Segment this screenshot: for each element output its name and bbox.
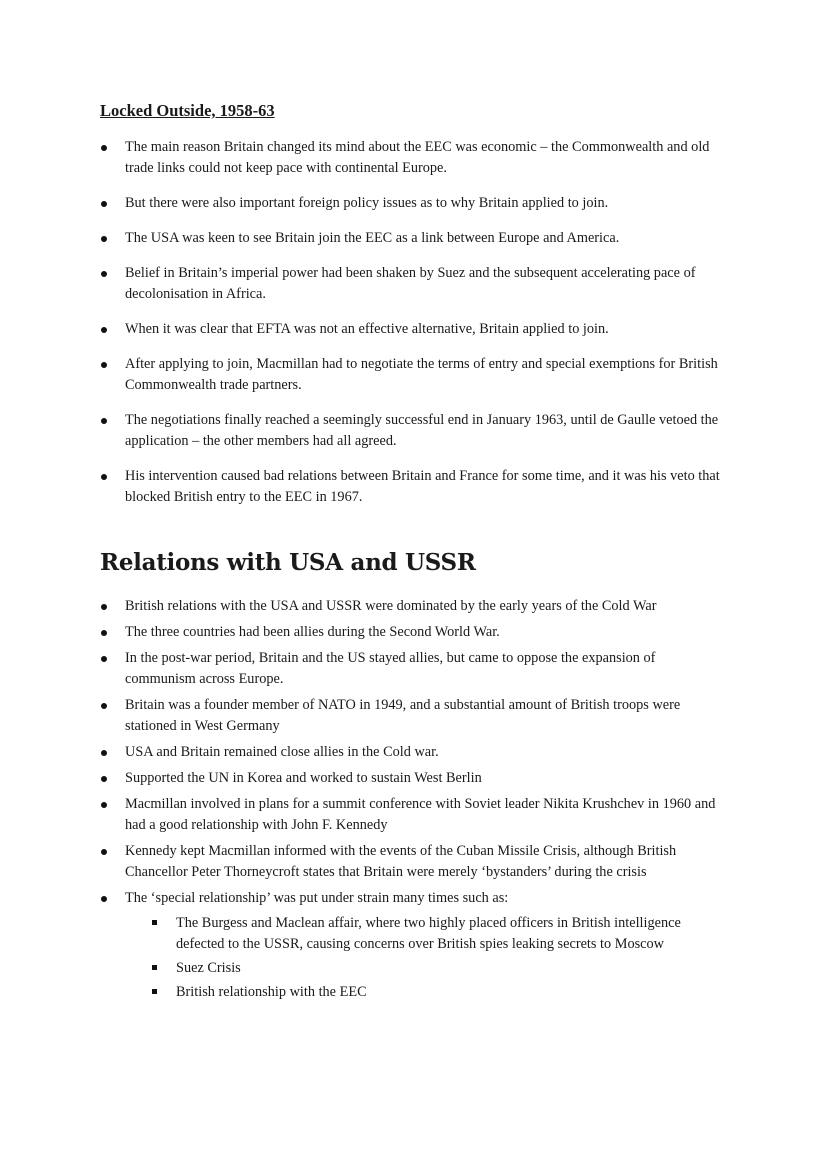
bullet-icon [101, 201, 107, 207]
list-item [151, 913, 725, 955]
list-item [100, 193, 725, 214]
bullet-icon [101, 362, 107, 368]
list-item [100, 742, 725, 763]
section-heading-locked-outside: Locked Outside, 1958-63 [100, 101, 275, 120]
bullet-icon [101, 802, 107, 808]
list-item [100, 354, 725, 396]
list-item [100, 695, 725, 737]
list-item [100, 596, 725, 617]
list-item [100, 888, 725, 1003]
list-item [100, 794, 725, 836]
list-item-text: The main reason Britain changed its mind about the EEC was economic – the Commonwealth and old trade links could not keep pace with continental Europe. [125, 139, 710, 176]
list-item [100, 768, 725, 789]
list-item [100, 466, 725, 508]
bullet-icon [101, 630, 107, 636]
list-item-text: But there were also important foreign policy issues as to why Britain applied to join. [125, 195, 609, 211]
bullet-icon [101, 896, 107, 902]
list-item-text: The ‘special relationship’ was put under strain many times such as: [125, 890, 509, 906]
list-item [100, 319, 725, 340]
list-item-text: Kennedy kept Macmillan informed with the events of the Cuban Missile Crisis, although British Chancellor Peter Thorneycroft states that Britain were merely ‘bystanders’ during the crisis [125, 843, 677, 880]
bullet-icon [101, 604, 107, 610]
list-item [100, 410, 725, 452]
list-item [100, 841, 725, 883]
bullet-icon [101, 236, 107, 242]
list-item-text: The USA was keen to see Britain join the EEC as a link between Europe and America. [125, 230, 620, 246]
list-item-text: The negotiations finally reached a seemingly successful end in January 1963, until de Gaulle vetoed the application – the other members had all agreed. [125, 412, 719, 449]
square-bullet-icon [152, 965, 157, 970]
bullet-icon [101, 271, 107, 277]
list-item-text: The three countries had been allies during the Second World War. [125, 624, 500, 640]
list-item-text: After applying to join, Macmillan had to negotiate the terms of entry and special exemptions for British Commonwealth trade partners. [125, 356, 718, 393]
bullet-icon [101, 418, 107, 424]
bullet-icon [101, 849, 107, 855]
list-item [100, 263, 725, 305]
bullet-icon [101, 703, 107, 709]
list-item [151, 982, 725, 1003]
list-item-text: Macmillan involved in plans for a summit conference with Soviet leader Nikita Krushchev in 1960 and had a good relationship with John F. Kennedy [125, 796, 716, 833]
list-item-text: In the post-war period, Britain and the US stayed allies, but came to oppose the expansion of communism across Europe. [125, 650, 656, 687]
list-item [100, 137, 725, 179]
list-item-text: British relations with the USA and USSR were dominated by the early years of the Cold War [125, 598, 657, 614]
list-item-text: When it was clear that EFTA was not an effective alternative, Britain applied to join. [125, 321, 609, 337]
bullet-icon [101, 750, 107, 756]
list-item-text: Supported the UN in Korea and worked to sustain West Berlin [125, 770, 482, 786]
section-heading-relations: Relations with USA and USSR [100, 549, 476, 576]
list-item-text: The Burgess and Maclean affair, where two highly placed officers in British intelligence defected to the USSR, causing concerns over British spies leaking secrets to Moscow [176, 915, 681, 952]
bullet-icon [101, 776, 107, 782]
list-item [100, 228, 725, 249]
bullet-icon [101, 474, 107, 480]
bullet-icon [101, 327, 107, 333]
square-bullet-icon [152, 989, 157, 994]
list-item [100, 648, 725, 690]
bullet-icon [101, 145, 107, 151]
list-item [151, 958, 725, 979]
locked-outside-list [100, 137, 725, 522]
list-item-text: His intervention caused bad relations between Britain and France for some time, and it was his veto that blocked British entry to the EEC in 1967. [125, 468, 720, 505]
list-item [100, 622, 725, 643]
square-bullet-icon [152, 920, 157, 925]
list-item-text: USA and Britain remained close allies in the Cold war. [125, 744, 439, 760]
list-item-text: Suez Crisis [176, 960, 241, 976]
list-item-text: Britain was a founder member of NATO in 1949, and a substantial amount of British troops were stationed in West Germany [125, 697, 681, 734]
list-item-text: British relationship with the EEC [176, 984, 367, 1000]
list-item-text: Belief in Britain’s imperial power had been shaken by Suez and the subsequent accelerating pace of decolonisation in Africa. [125, 265, 696, 302]
bullet-icon [101, 656, 107, 662]
relations-list [100, 596, 725, 1006]
strain-sublist [125, 913, 725, 1003]
